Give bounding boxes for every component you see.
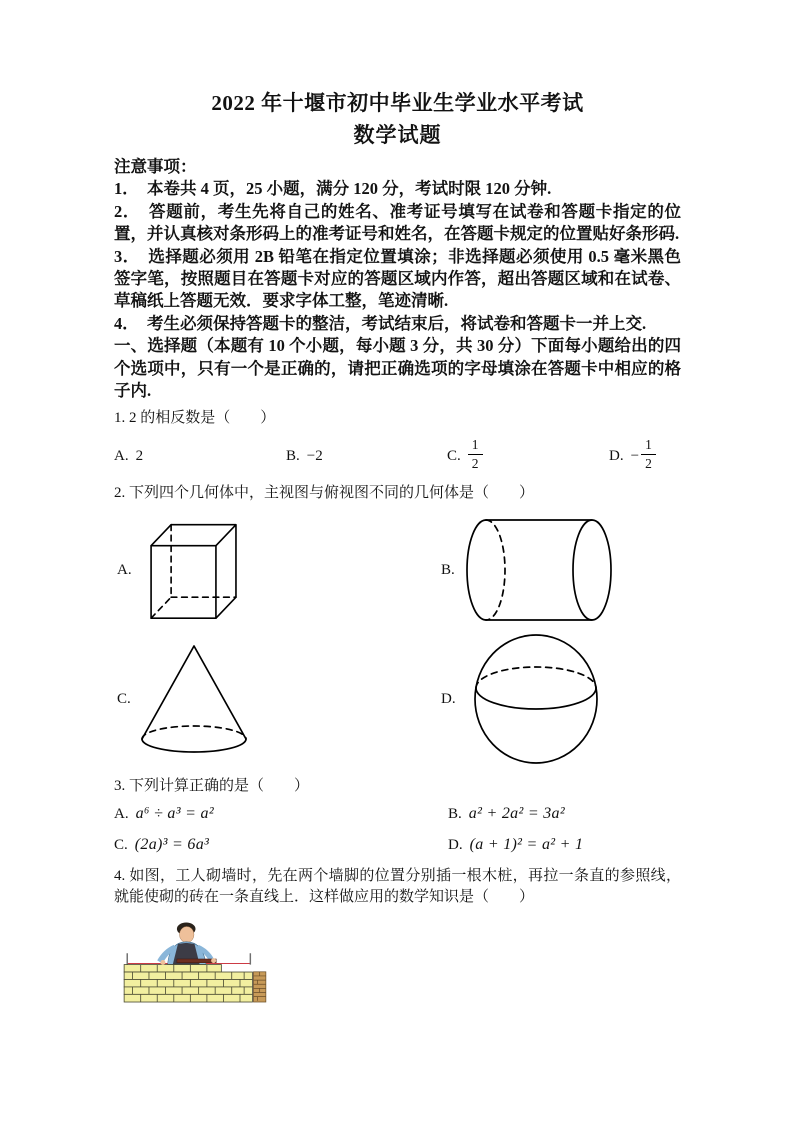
cylinder-figure xyxy=(464,518,614,622)
fraction-numerator: 1 xyxy=(641,437,656,455)
q2-option-c-label: C. xyxy=(117,690,131,707)
question-1-options xyxy=(114,431,681,481)
bricklayer-illustration xyxy=(120,920,270,1005)
q1-option-a-label: A. xyxy=(114,447,129,464)
q1-option-d-fraction xyxy=(641,437,656,471)
question-2-figures-row-2 xyxy=(114,632,681,766)
q1-option-b xyxy=(286,448,447,465)
q3-option-b xyxy=(448,805,681,823)
q3-option-d xyxy=(448,836,681,854)
section-1-heading: 一、选择题（本题有 10 个小题，每小题 3 分，共 30 分）下面每小题给出的四个选项中，只有一个是正确的，请把正确选项的字母填涂在答题卡中相应的格子内. xyxy=(114,336,681,401)
q1-option-c-fraction xyxy=(468,437,483,471)
q3-option-d-label: D. xyxy=(448,837,463,854)
q3-option-a-label: A. xyxy=(114,806,129,823)
question-3-options xyxy=(114,805,681,854)
worker xyxy=(157,923,214,965)
q3-option-c-formula: (2a)³ = 6a³ xyxy=(134,836,210,854)
fraction-numerator: 1 xyxy=(468,437,483,455)
fraction-denominator: 2 xyxy=(645,455,652,471)
q3-option-a xyxy=(114,805,448,823)
q3-option-d-formula: (a + 1)² = a² + 1 xyxy=(469,836,584,854)
worker-face xyxy=(179,927,193,943)
worker-right-hand xyxy=(211,959,216,964)
brick-wall xyxy=(124,965,252,1002)
q1-option-b-value: −2 xyxy=(306,447,323,464)
question-4-stem: 4. 如图，工人砌墙时，先在两个墙脚的位置分别插一根木桩，再拉一条直的参照线，就能使砌的砖在一条直线上．这样做应用的数学知识是（ ） xyxy=(114,868,681,906)
question-2-stem: 2. 下列四个几何体中，主视图与俯视图不同的几何体是（ ） xyxy=(114,485,535,502)
wall-end-pillar xyxy=(253,972,265,1002)
q1-option-a-value: 2 xyxy=(135,447,144,464)
worker-left-hand xyxy=(160,960,165,965)
q3-option-c xyxy=(114,836,448,854)
cube-figure xyxy=(142,519,246,622)
notice-item: 2． 答题前，考生先将自己的姓名、准考证号填写在试卷和答题卡指定的位置，并认真核对条形码上的准考证号和姓名，在答题卡规定的位置贴好条形码. xyxy=(114,201,681,244)
q2-option-b-label: B. xyxy=(441,561,455,578)
fraction-denominator: 2 xyxy=(471,455,479,471)
question-2-figures-row-1 xyxy=(114,518,681,622)
q1-option-b-label: B. xyxy=(286,447,300,464)
q2-option-d-label: D. xyxy=(441,690,456,707)
q3-option-b-formula: a² + 2a² = 3a² xyxy=(468,805,565,823)
page-title: 2022 年十堰市初中毕业生学业水平考试 xyxy=(211,91,584,115)
question-3-stem: 3. 下列计算正确的是（ ） xyxy=(114,778,310,795)
q1-option-c xyxy=(447,439,609,473)
q3-option-b-label: B. xyxy=(448,806,462,823)
question-1-stem: 1. 2 的相反数是（ ） xyxy=(114,410,276,427)
q1-option-d-label: D. xyxy=(609,447,624,464)
q1-option-d xyxy=(609,439,681,473)
trowel-icon xyxy=(177,959,216,963)
q3-option-c-label: C. xyxy=(114,837,128,854)
minus-sign: − xyxy=(630,447,640,464)
notice-item: 3． 选择题必须用 2B 铅笔在指定位置填涂；非选择题必须使用 0.5 毫米黑色签字笔，按照题目在答题卡对应的答题区域内作答，超出答题区域和在试卷、草稿纸上答题无效．要求字体工整，笔迹清晰. xyxy=(114,246,681,311)
sphere-figure xyxy=(472,632,600,766)
notice-item: 4． 考生必须保持答题卡的整洁，考试结束后，将试卷和答题卡一并上交. xyxy=(114,313,647,333)
q2-option-a-label: A. xyxy=(117,561,132,578)
notice-section xyxy=(114,156,681,335)
page-subtitle: 数学试题 xyxy=(353,123,442,147)
q3-option-a-formula: a⁶ ÷ a³ = a² xyxy=(135,805,214,823)
q1-option-a xyxy=(114,448,286,465)
notice-item: 1． 本卷共 4 页，25 小题，满分 120 分，考试时限 120 分钟. xyxy=(114,179,552,199)
cone-figure xyxy=(138,643,252,755)
q1-option-c-label: C. xyxy=(447,447,461,464)
notice-heading: 注意事项： xyxy=(114,157,197,176)
